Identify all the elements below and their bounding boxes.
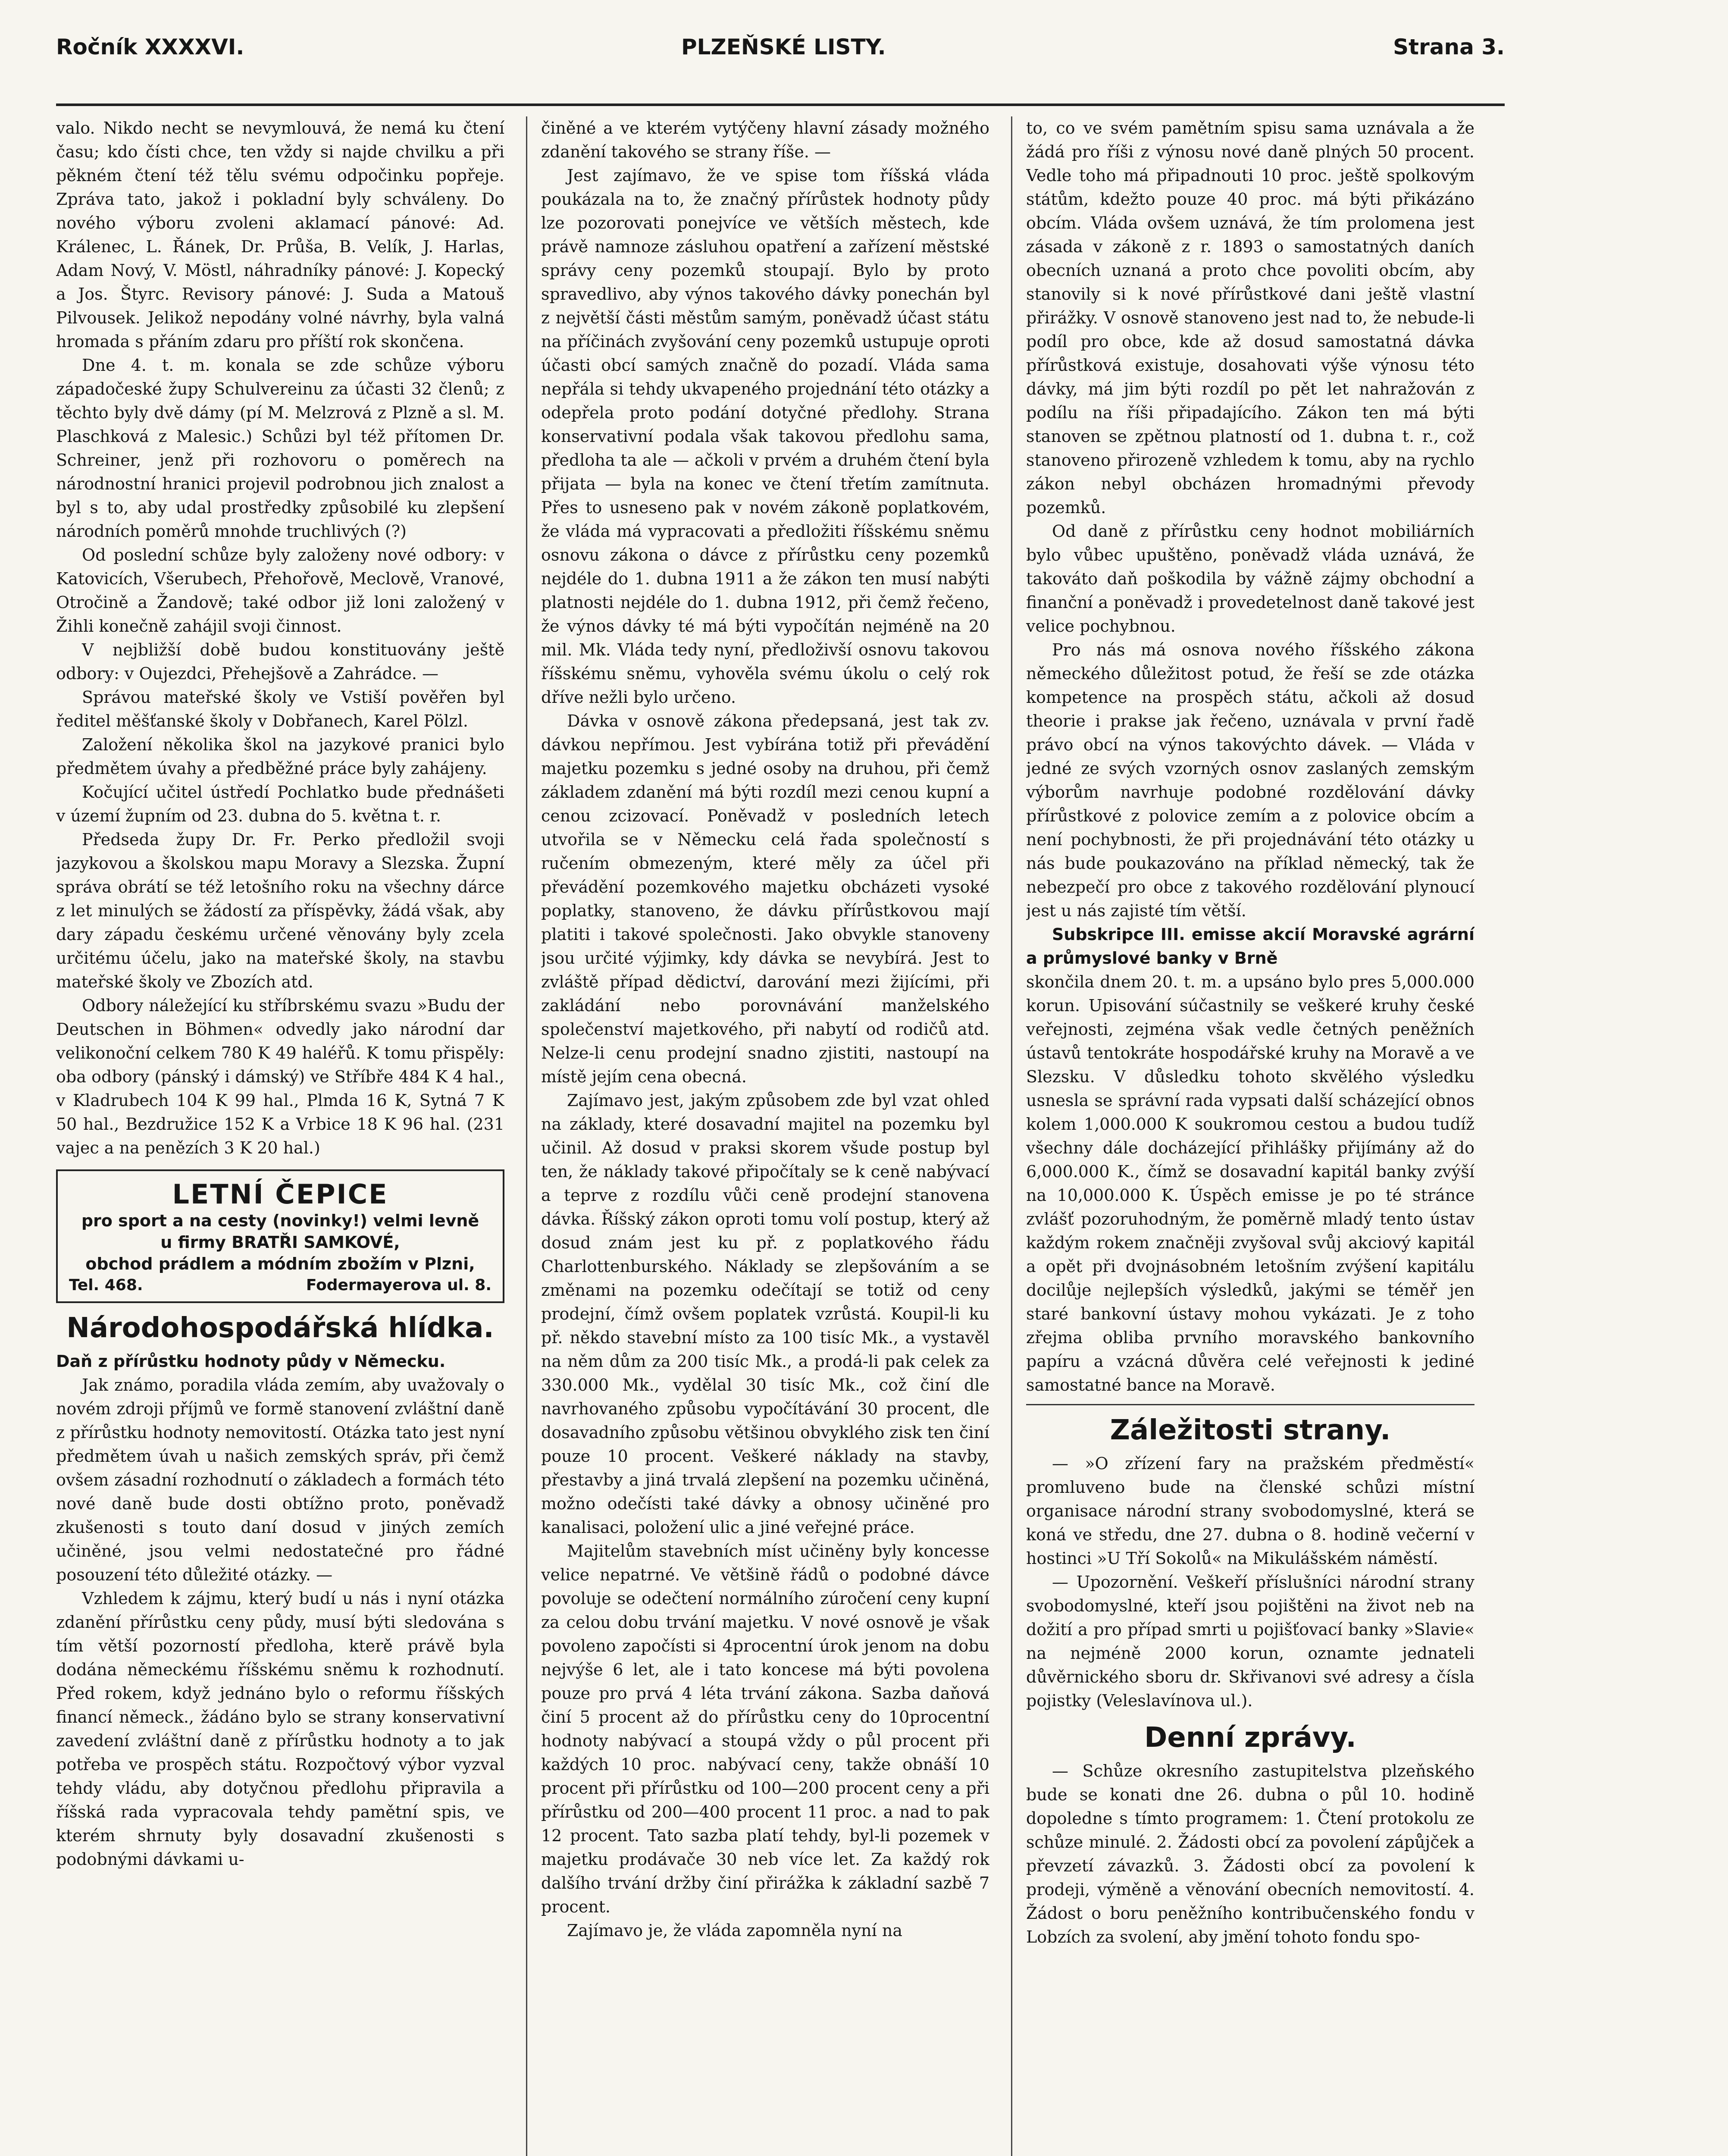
column-separator [1011,116,1012,2156]
section-heading: Denní zprávy. [1144,1722,1356,1754]
paragraph: Kočující učitel ústředí Pochlatko bude přednášeti v území župním od 23. dubna do 5. května t. r. [56,783,504,825]
newspaper-title: PLZEŇSKÉ LISTY. [681,34,886,60]
column-1 [56,116,504,2156]
paragraph: skončila dnem 20. t. m. a upsáno bylo pres 5,000.000 korun. Upisování súčastnily se veškeré kruhy české veřejnosti, zejména však vedle četných peněžních ústavů tentokráte hospodářské kruhy na Moravě a ve Slezsku. V důsledku tohoto skvělého výsledku usnesla se správní rada vypsati další scházející obnos kolem 1,000.000 K soukromou cestou a budou tudíž všechny dále docházející přihlášky přijímány až do 6,000.000 K., čímž se dosavadní kapitál banky zvýší na 10,000.000 K. Úspěch emisse je po té stránce zvlášť pozoruhodným, že poměrně mladý tento ústav každým rokem značněji zvyšoval svůj akciový kapitál a opět při dvojnásobném letošním zvýšení kapitálu docilůje nejlepších výsledků, jakými se téměř jen staré bankovní ústavy mohou vykázati. Je z toho zřejma obliba prvního moravského bankovního papíru a vzácná důvěra celé veřejnosti k jediné samostatné bance na Moravě. [1026,972,1474,1395]
paragraph: Majitelům stavebních míst učiněny byly koncesse velice nepatrné. Ve většině řádů o podobné dávce povoluje se odečtení normálního zúročení ceny kupní za celou dobu trvání majetku. V nové osnově je však povoleno započísti si 4procentní úrok jenom na dobu nejvýše 6 let, ale i tato koncese má býti povolena pouze pro prvá 4 léta trvání zákona. Sazba daňová činí 5 procent až do přírůstku ceny do 10procentní hodnoty nabývací a stoupá vždy o půl procent při každých 10 proc. nabývací ceny, takže obnáší 10 procent při přírůstku od 100—200 procent ceny a při přírůstku od 200—400 procent 11 proc. a nad to pak 12 procent. Tato sazba platí tehdy, byl-li pozemek v majetku prodávače 30 neb více let. Za každý rok dalšího trvání držby činí přirážka k základní sazbě 7 procent. [541,1542,989,1916]
section-heading: Národohospodářská hlídka. [66,1312,494,1344]
ad-line: obchod prádlem a módním zbožím v Plzni, [85,1254,475,1273]
paragraph: Zajímavo jest, jakým způsobem zde byl vzat ohled na základy, které dosavadní majitel na pozemku byl učinil. Až dosud v praksi skorem všude postup byl ten, že náklady takové připočítaly se k ceně nabývací a teprve z rozdílu vůči ceně prodejní stanovena dávka. Říšský zákon oproti tomu volí postup, který až dosud znám jest ku př. z poplatkového řádu Charlottenburského. Náklady se zlepšováním a se změnami na pozemku odečítají se totiž od ceny prodejní, čímž ovšem poplatek vzrůstá. Koupil-li ku př. někdo stavební místo za 100 tisíc Mk., a vystavěl na něm dům za 200 tisíc Mk., a prodá-li pak celek za 330.000 Mk., vydělal 30 tisíc Mk., což činí dle navrhovaného způsobu vypočítávání 30 procent, dle dosavadního způsobu většinou obvyklého zisk ten činí pouze 10 procent. Veškeré náklady na stavby, přestavby a jiná trvalá zlepšení na pozemku učiněná, možno odečísti také dávky a obnosy učiněné pro kanalisaci, položení ulic a jiné veřejné práce. [541,1091,989,1537]
paragraph: Pro nás má osnova nového říšského zákona německého důležitost potud, že řeší se zde otázka kompetence na prospěch státu, ačkoli až dosud theorie i prakse jak řečeno, uznávala v první řadě právo obcí na výnos takovýchto dávek. — Vláda v jedné ze svých vzorných osnov zaslaných zemským výborům navrhuje podobné rozdělování dávky přírůstkové z polovice zemím a z polovice obcím a není pochybnosti, že při projednávání této otázky u nás bude poukazováno na příklad německý, tak že nebezpečí pro obce z takového rozdělování plynoucí jest u nás zajisté tím větší. [1026,640,1474,920]
paragraph: Od poslední schůze byly založeny nové odbory: v Katovicích, Všerubech, Přehořově, Meclově, Vranové, Otročině a Žandově; také odbor již loni založený v Žihli konečně zahájil svoji činnost. [56,545,504,636]
paragraph: Jak známo, poradila vláda zemím, aby uvažovaly o novém zdroji příjmů ve formě stanovení zvláštní daně z přírůstku hodnoty nemovitostí. Otázka tato jest nyní předmětem úvah u našich zemských správ, při čemž ovšem zásadní rozhodnutí o základech a formách této nové daně bude dosti obtížno proto, poněvadž zkušenosti s touto daní dosud v jiných zemích učiněné, jsou velmi nedostatečné pro řádné posouzení této důležité otázky. — [56,1376,504,1584]
ad-address: Fodermayerova ul. 8. [306,1276,491,1294]
column-2 [541,116,989,2156]
paragraph: valo. Nikdo necht se nevymlouvá, že nemá ku čtení času; kdo čísti chce, ten vždy si najde chvilku a při pěkném čtení též tělu svému odpočinku popřeje. Zpráva tato, jakož i pokladní byly schváleny. Do nového výboru zvoleni aklamací pánové: Ad. Králenec, L. Řánek, Dr. Průša, B. Velík, J. Harlas, Adam Nový, V. Möstl, náhradníky pánové: J. Kopecký a Jos. Štyrc. Revisory pánové: J. Suda a Matouš Pilvousek. Jelikož nepodány volné návrhy, byla valná hromada s přáním zdaru pro příští rok skončena. [56,119,504,351]
page-number: Strana 3. [1393,34,1505,60]
ad-phone: Tel. 468. [69,1276,143,1294]
header-rule [56,103,1505,106]
paragraph: — Upozornění. Veškeří příslušníci národní strany svobodomyslné, kteří jsou pojištěni na život neb na dožití a pro případ smrti u pojišťovací banky »Slavie« na nejméně 2000 korun, oznamte jednateli důvěrnického sboru dr. Skřivanovi své adresy a čísla pojistky (Veleslavínova ul.). [1026,1573,1474,1710]
volume-label: Ročník XXXXVI. [56,34,244,60]
column-separator [526,116,527,2156]
ad-title: LETNÍ ČEPICE [172,1178,388,1210]
paragraph: to, co ve svém pamětním spisu sama uznávala a že žádá pro říši z výnosu nové daně plných 50 procent. Vedle toho má připadnouti 10 proc. ještě spolkovým státům, kdežto pouze 40 proc. má býti přikázáno obcím. Vláda ovšem uznává, že tím prolomena jest zásada v zákoně z r. 1893 o samostatných daních obecních uznaná a proto chce povoliti obcím, aby stanovily si k nové přírůstkové dani ještě vlastní přirážky. V osnově stanoveno jest nad to, že nebude-li podíl pro obce, kde až dosud samostatná dávka přírůstková existuje, dosahovati výše výnosu této dávky, má jim býti rozdíl po pět let nahražován z podílu na říši připadajícího. Zákon ten má býti stanoven se zpětnou platností od 1. dubna t. r., což stanoveno přirozeně vzhledem k tomu, aby na rychlo zákon nebyl obcházen hromadnými převody pozemků. [1026,119,1474,517]
paragraph: Zajímavo je, že vláda zapomněla nyní na [567,1921,902,1940]
divider [1026,1404,1474,1405]
paragraph: — »O zřízení fary na pražském předměstí« promluveno bude na členské schůzi místní organisace národní strany svobodomyslné, která se koná ve středu, dne 27. dubna o 8. hodině večerní v hostinci »U Tří Sokolů« na Mikulášském náměstí. [1026,1454,1474,1568]
paragraph: V nejbližší době budou konstituovány ještě odbory: v Oujezdci, Přehejšově a Zahrádce. — [56,640,504,683]
ad-line: u firmy BRATŘI SAMKOVÉ, [160,1233,400,1252]
article-subheading: Daň z přírůstku hodnoty půdy v Německu. [56,1352,446,1371]
paragraph: Odbory náležející ku stříbrskému svazu »Budu der Deutschen in Böhmen« odvedly jako národní dar velikonoční celkem 780 K 49 haléřů. K tomu přispěly: oba odbory (pánský i dámský) ve Stříbře 484 K 4 hal., v Kladrubech 104 K 99 hal., Plmda 16 K, Sytná 7 K 50 hal., Bezdružice 152 K a Vrbice 18 K 96 hal. (231 vajec a na penězích 3 K 20 hal.) [56,996,504,1157]
article-subheading: Subskripce III. emisse akcií Moravské agrární a průmyslové banky v Brně [1026,925,1474,968]
ad-line: pro sport a na cesty (novinky!) velmi levně [81,1211,479,1230]
page-header [56,26,1505,73]
paragraph: Dávka v osnově zákona předepsaná, jest tak zv. dávkou nepřímou. Jest vybírána totiž při převádění majetku pozemku s jedné osoby na druhou, při čemž základem zdanění má býti rozdíl mezi cenou kupní a cenou zcizovací. Poněvadž v posledních letech utvořila se v Německu celá řada společností s ručením obmezeným, které měly za účel při převádění pozemkového majetku obcházeti vysoké poplatky, stanoveno, že dávku přírůstkovou mají platiti i takové společnosti. Jako obvykle stanoveny jsou určité výjimky, kdy dávka se nevybírá. Jest to zvláště případ dědictví, darování mezi žijícími, při zakládání nebo porovnávání manželského společenství majetkového, při nabytí od rodičů atd. Nelze-li cenu prodejní snadno zjistiti, nastoupí na místě jejím cena obecná. [541,711,989,1086]
paragraph: Předseda župy Dr. Fr. Perko předložil svoji jazykovou a školskou mapu Moravy a Slezska. Župní správa obrátí se též letošního roku na všechny dárce z let minulých se žádostí za příspěvky, žádá však, aby dary západu českému určené věnovány byly zcela určitému účelu, jako na mateřské školy, na stavbu mateřské školy ve Zbozích atd. [56,830,504,991]
ad-contact-row [69,1275,491,1296]
paragraph: Správou mateřské školy ve Vstiší pověřen byl ředitel měšťanské školy v Dobřanech, Karel Pölzl. [56,688,504,730]
paragraph: Založení několika škol na jazykové pranici bylo předmětem úvahy a předběžné práce byly zahájeny. [56,735,504,778]
advertisement-box [56,1169,504,1303]
section-heading: Záležitosti strany. [1110,1414,1391,1446]
paragraph: Vzhledem k zájmu, který budí u nás i nyní otázka zdanění přírůstku ceny půdy, musí býti sledována s tím větší pozorností předloha, kterě právě byla dodána německému říšskému sněmu k rozhodnutí. Před rokem, když jednáno bylo o reformu říšských financí německ., žádáno bylo se strany konservativní zavedení zvláštní daně z přírůstku hodnoty a to jak potřeba ve prospěch státu. Rozpočtový výbor vyzval tehdy vládu, aby dotyčnou předlohu připravila a říšská rada vypracovala tehdy pamětní spis, ve kterém shrnuty byly dosavadní zkušenosti s podobnými dávkami u- [56,1589,504,1869]
paragraph: Od daně z přírůstku ceny hodnot mobiliárních bylo vůbec upuštěno, poněvadž vláda uznává, že takováto daň poškodila by vážně zájmy obchodní a finanční a poněvadž i provedetelnost daně takové jest velice pochybnou. [1026,522,1474,636]
paragraph: činěné a ve kterém vytýčeny hlavní zásady možného zdanění takového se strany říše. — [541,119,989,161]
paragraph: Dne 4. t. m. konala se zde schůze výboru západočeské župy Schulvereinu za účasti 32 členů; z těchto byly dvě dámy (pí M. Melzrová z Plzně a sl. M. Plaschková z Malesic.) Schůzi byl též přítomen Dr. Schreiner, jenž při rozhovoru o poměrech na národnostní hranici projevil podrobnou jich znalost a byl s to, aby udal prostředky způsobilé ku zlepšení národních poměrů mnohde truchlivých (?) [56,356,504,541]
paragraph: — Schůze okresního zastupitelstva plzeňského bude se konati dne 26. dubna o půl 10. hodině dopoledne s tímto programem: 1. Čtení protokolu ze schůze minulé. 2. Žádosti obcí za povolení zápůjček a převzetí závazků. 3. Žádosti obcí za povolení k prodeji, výměně a věnování obecních nemovitostí. 4. Žádost o boru peněžního kontribučenského fondu v Lobzích za svolení, aby jmění tohoto fondu spo- [1026,1761,1474,1946]
paragraph: Jest zajímavo, že ve spise tom říšská vláda poukázala na to, že značný přírůstek hodnoty půdy lze pozorovati ponejvíce ve větších městech, kde právě namnoze zásluhou opatření a zařízení městské správy ceny pozemků stoupají. Bylo by proto spravedlivo, aby výnos takového dávky ponechán byl z největší části městům samým, poněvadž účast státu na příčinách zvyšování ceny pozemků ustupuje oproti účasti obcí samých značně do pozadí. Vláda sama nepřála si tehdy ukvapeného projednání této otázky a odepřela proto podání dotyčné předlohy. Strana konservativní podala však takovou předlohu sama, předloha ta ale — ačkoli v prvém a druhém čtení byla přijata — byla na konec ve čtení třetím zamítnuta. Přes to usneseno pak v novém zákoně poplatkovém, že vláda má vypracovati a předložiti říšskému sněmu osnovu zákona o dávce z přírůstku ceny pozemků nejdéle do 1. dubna 1911 a že zákon ten musí nabýti platnosti nejdéle do 1. dubna 1912, při čemž řečeno, že výnos dávky té má býti vypočítán nejméně na 20 mil. Mk. Vláda tedy nyní, předloživší osnovu takovou říšskému sněmu, vyhověla svému úkolu o celý rok dříve nežli bylo určeno. [541,166,989,707]
column-3 [1026,116,1474,2156]
